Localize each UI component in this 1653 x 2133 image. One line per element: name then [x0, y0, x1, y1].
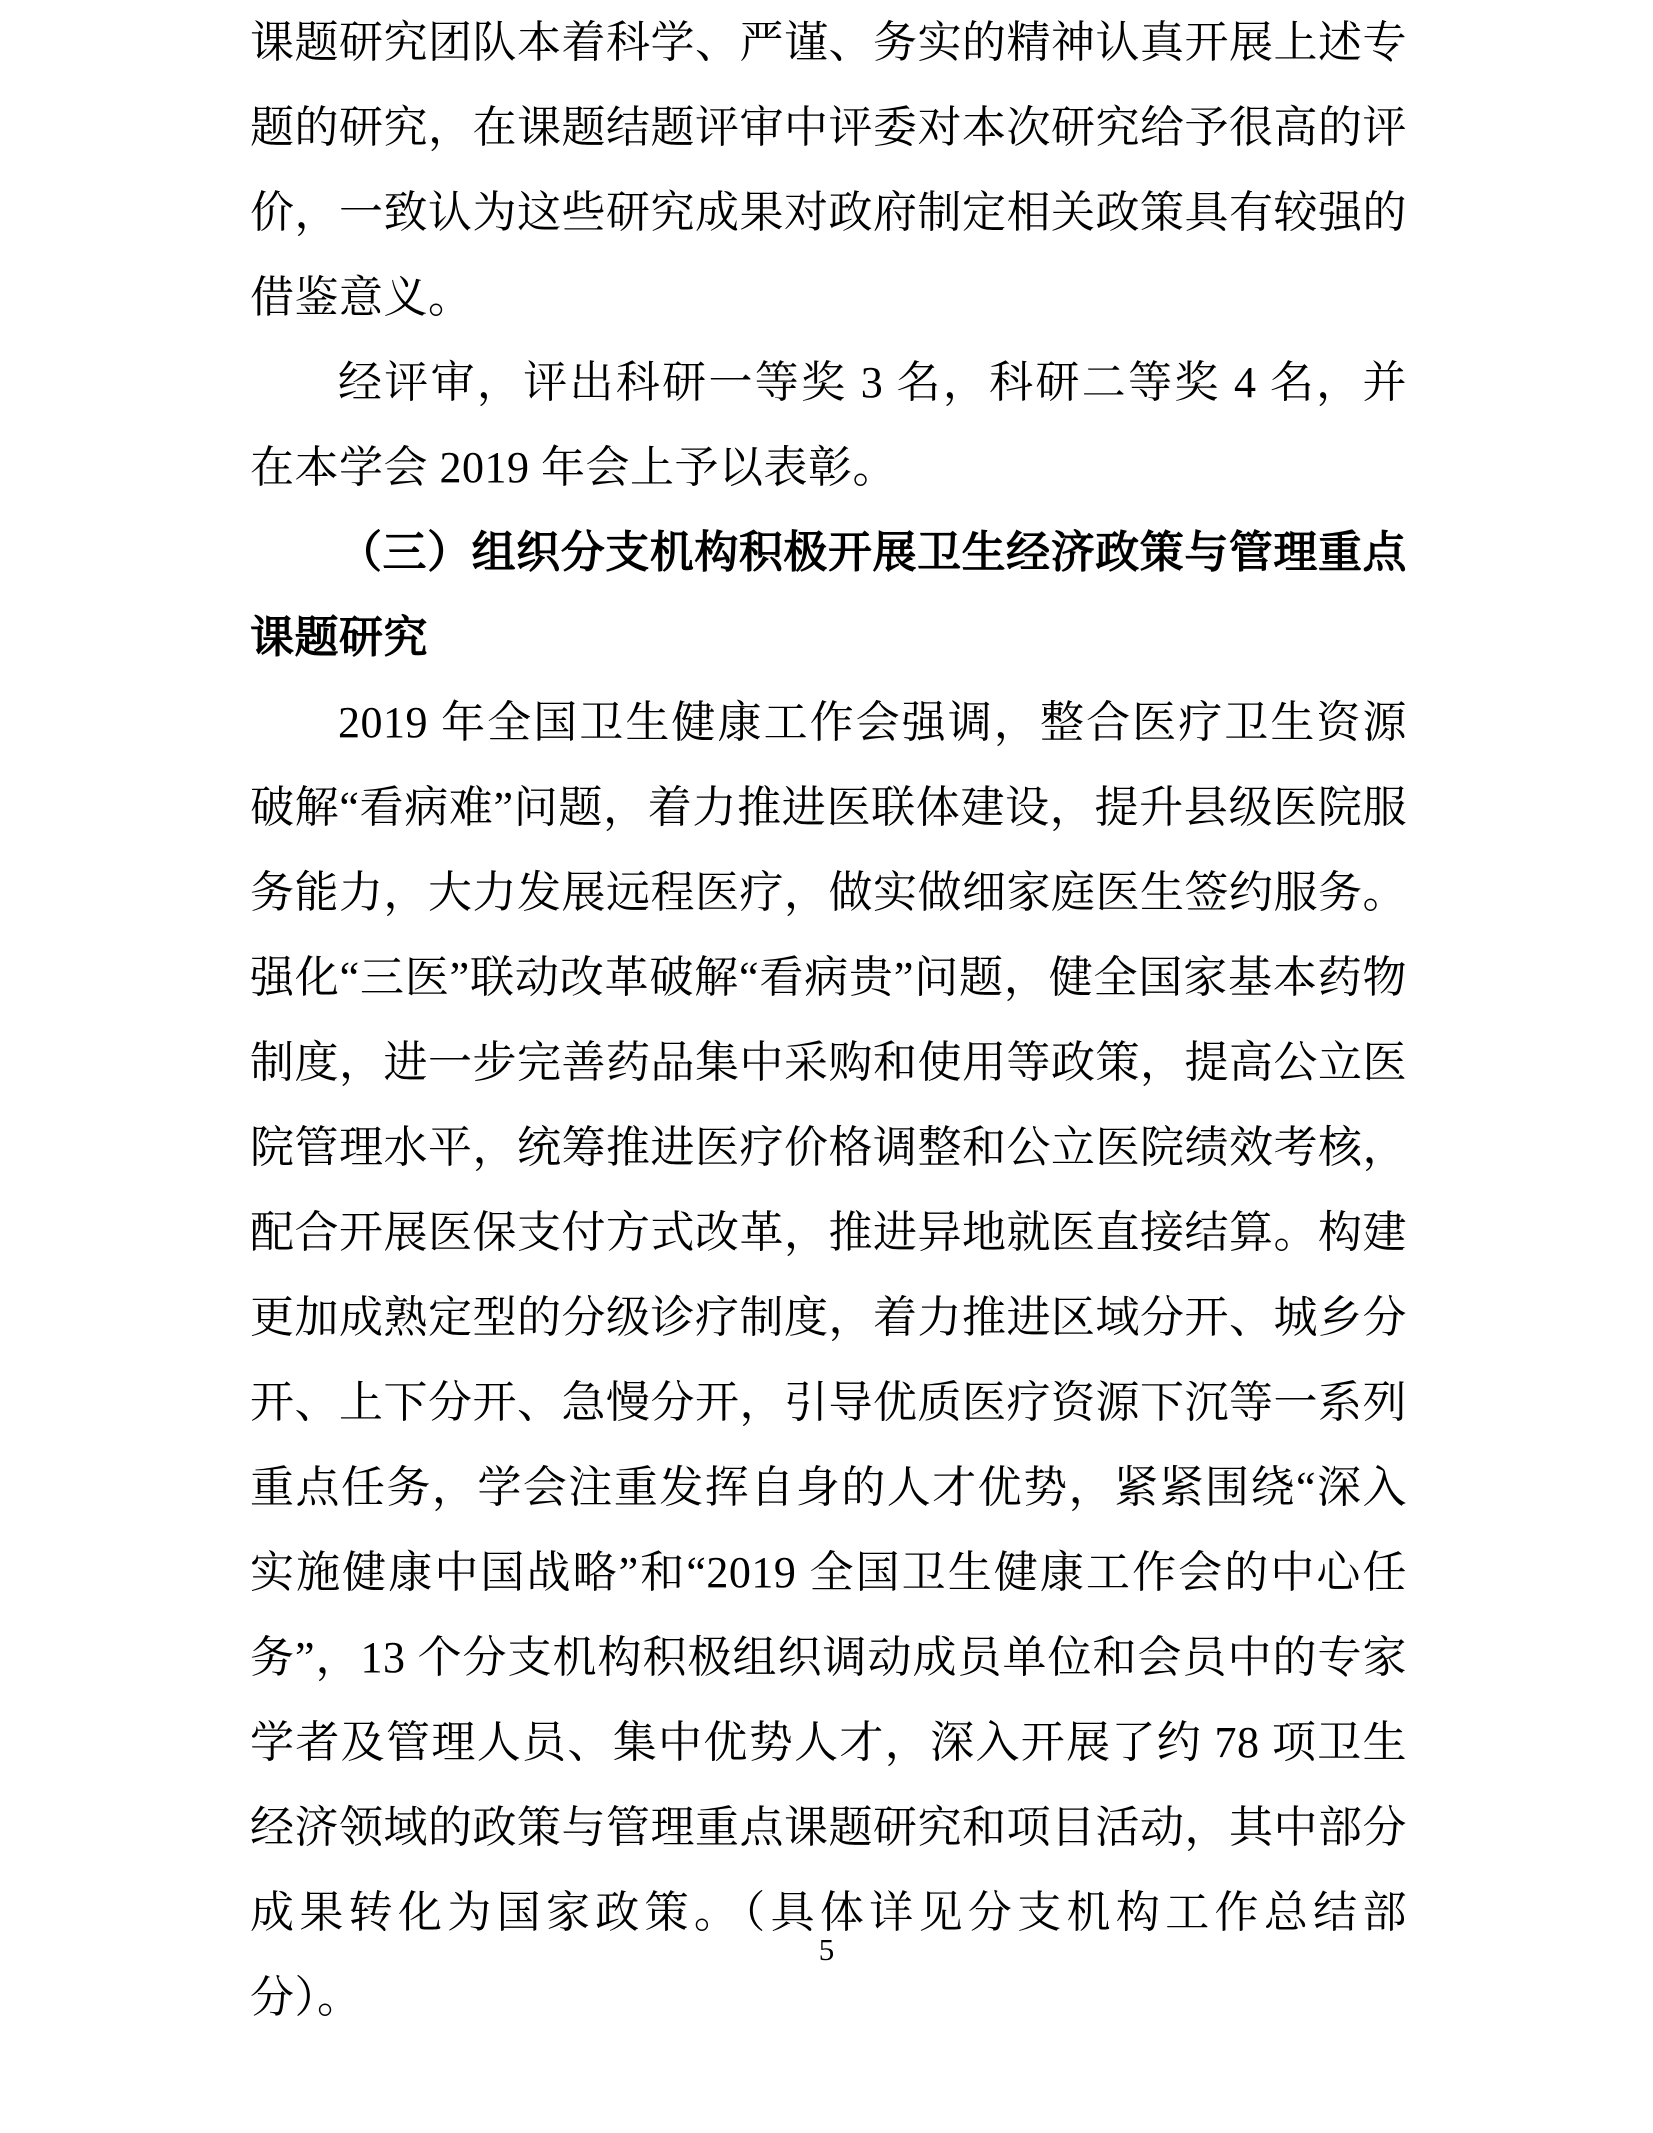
body-paragraph: 2019 年全国卫生健康工作会强调，整合医疗卫生资源破解“看病难”问题，着力推进医联体建设，提升县级医院服务能力，大力发展远程医疗，做实做细家庭医生签约服务。强化“三医”联动改革破解“看病贵”问题，健全国家基本药物制度，进一步完善药品集中采购和使用等政策，提高公立医院管理水平，统筹推进医疗价格调整和公立医院绩效考核，配合开展医保支付方式改革，推进异地就医直接结算。构建更加成熟定型的分级诊疗制度，着力推进区域分开、城乡分开、上下分开、急慢分开，引导优质医疗资源下沉等一系列重点任务，学会注重发挥自身的人才优势，紧紧围绕“深入实施健康中国战略”和“2019 全国卫生健康工作会的中心任务”，13 个分支机构积极组织调动成员单位和会员中的专家学者及管理人员、集中优势人才，深入开展了约 78 项卫生经济领域的政策与管理重点课题研究和项目活动，其中部分成果转化为国家政策。（具体详见分支机构工作总结部分）。	[250, 698, 1407, 2022]
document-body	[250, 0, 1407, 2040]
page-number: 5	[818, 1932, 835, 1967]
section-heading: （三）组织分支机构积极开展卫生经济政策与管理重点课题研究	[250, 528, 1407, 662]
body-paragraph: 经评审，评出科研一等奖 3 名，科研二等奖 4 名，并在本学会 2019 年会上予以表彰。	[250, 358, 1407, 492]
body-paragraph: 课题研究团队本着科学、严谨、务实的精神认真开展上述专题的研究，在课题结题评审中评委对本次研究给予很高的评价，一致认为这些研究成果对政府制定相关政策具有较强的借鉴意义。	[250, 18, 1407, 322]
